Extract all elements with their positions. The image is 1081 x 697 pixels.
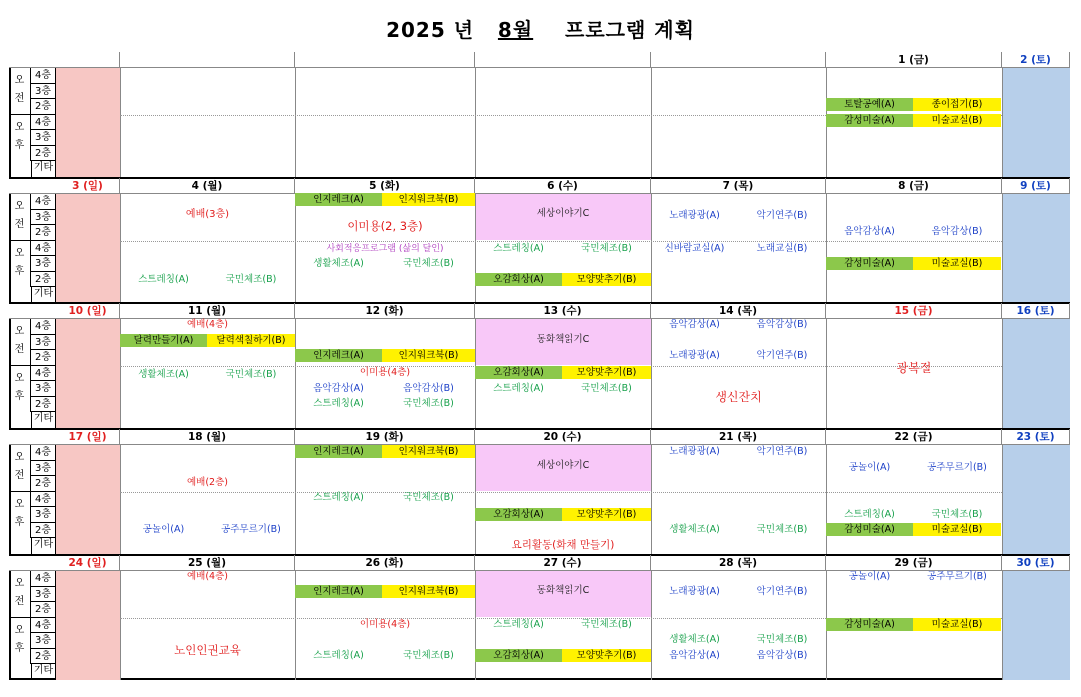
day-header: 6 (수)	[475, 178, 651, 194]
floor-label: 4층	[31, 68, 56, 84]
activity-item: 음악감상(A)	[669, 650, 720, 661]
activity-item: 국민체조(B)	[581, 383, 632, 394]
program-tag: 모양맞추기(B)	[562, 273, 651, 286]
event-text: 세상이야기C	[536, 460, 590, 471]
program-tag: 인지레크(A)	[295, 193, 382, 206]
activity-item: 국민체조(B)	[756, 634, 808, 645]
am-label: 오 전	[9, 571, 31, 618]
activity-item: 국민체조(B)	[403, 650, 454, 661]
event-text: 사회적응프로그램 (삶의 달인)	[326, 244, 444, 254]
day-header: 9 (토)	[1002, 178, 1070, 194]
day-header: 1 (금)	[826, 52, 1002, 68]
column-line	[120, 68, 121, 178]
activity-item: 노래광광(A)	[669, 446, 720, 457]
day-header: 14 (목)	[651, 303, 826, 319]
day-header: 21 (목)	[651, 429, 826, 445]
floor-label: 2층	[31, 397, 56, 413]
floor-label: 2층	[31, 350, 56, 366]
activity-item: 국민체조(B)	[931, 509, 983, 520]
program-tag: 감성미술(A)	[826, 257, 913, 270]
column-line	[120, 445, 121, 555]
activity-item: 공주무르기(B)	[927, 462, 987, 473]
pm-label: 오 후	[9, 115, 31, 162]
program-tag: 감성미술(A)	[826, 114, 913, 127]
program-tag: 모양맞추기(B)	[562, 366, 651, 379]
activity-item: 생활체조(A)	[669, 634, 720, 645]
title-rest: 프로그램 계획	[565, 18, 695, 42]
program-tag: 모양맞추기(B)	[562, 508, 651, 521]
day-header: 2 (토)	[1002, 52, 1070, 68]
floor-label: 3층	[31, 210, 56, 226]
event-text: 동화책읽기C	[536, 585, 590, 596]
day-header: 7 (목)	[651, 178, 826, 194]
pm-label: 오 후	[9, 492, 31, 539]
activity-item: 음악감상(B)	[931, 226, 983, 237]
program-tag: 달력색칠하기(B)	[207, 334, 295, 347]
day-header: 24 (일)	[56, 555, 120, 571]
program-tag: 미술교실(B)	[913, 618, 1001, 631]
program-tag: 감성미술(A)	[826, 618, 913, 631]
day-header: 4 (월)	[120, 178, 295, 194]
floor-label: 3층	[31, 587, 56, 603]
day-header: 8 (금)	[826, 178, 1002, 194]
activity-item: 스트레칭(A)	[313, 650, 364, 661]
activity-item: 국민체조(B)	[403, 492, 454, 503]
day-header: 26 (화)	[295, 555, 475, 571]
etc-label: 기타	[31, 287, 56, 303]
activity-item: 공놀이(A)	[848, 462, 891, 473]
activity-item: 국민체조(B)	[403, 398, 454, 409]
day-header: 28 (월)	[120, 52, 295, 68]
activity-item: 악기연주(B)	[756, 210, 808, 221]
event-text: 광복절	[896, 361, 932, 375]
activity-item: 악기연주(B)	[756, 350, 808, 361]
pm-label: 오 후	[9, 618, 31, 665]
am-label: 오 전	[9, 68, 31, 115]
day-header: 30 (수)	[475, 52, 651, 68]
day-header: 28 (목)	[651, 555, 826, 571]
event-text: 예배(4층)	[187, 319, 228, 330]
event-text: 예배(3층)	[185, 209, 230, 220]
activity-item: 노래광광(A)	[669, 586, 720, 597]
column-line	[120, 571, 121, 680]
am-label: 오 전	[9, 194, 31, 241]
floor-label: 2층	[31, 649, 56, 665]
day-header: 20 (수)	[475, 429, 651, 445]
etc-label: 기타	[31, 161, 56, 178]
day-header: 12 (화)	[295, 303, 475, 319]
pm-label: 오 후	[9, 241, 31, 288]
floor-label: 2층	[31, 602, 56, 618]
etc-label: 기타	[31, 664, 56, 680]
floor-label: 4층	[31, 319, 56, 335]
activity-item: 스트레칭(A)	[313, 492, 364, 503]
activity-item: 악기연주(B)	[756, 586, 808, 597]
activity-item: 노래광광(A)	[669, 210, 720, 221]
activity-item: 스트레칭(A)	[138, 274, 189, 285]
am-label: 오 전	[9, 445, 31, 492]
program-tag: 인지레크(A)	[295, 349, 382, 362]
activity-item: 음악감상(B)	[756, 650, 808, 661]
page-title	[0, 14, 1081, 43]
program-tag: 인지워크북(B)	[382, 193, 475, 206]
day-header: 29 (금)	[826, 555, 1002, 571]
program-tag: 종이접기(B)	[913, 98, 1001, 111]
program-tag: 인지워크북(B)	[382, 349, 475, 362]
event-text: 생신잔치	[715, 390, 762, 404]
floor-label: 3층	[31, 130, 56, 146]
program-tag: 토탈공예(A)	[826, 98, 913, 111]
day-header: 22 (금)	[826, 429, 1002, 445]
day-header: 18 (월)	[120, 429, 295, 445]
floor-label: 2층	[31, 476, 56, 492]
column-line	[651, 68, 652, 178]
event-text: 동화책읽기C	[536, 334, 590, 345]
program-tag: 미술교실(B)	[913, 523, 1001, 536]
activity-item: 악기연주(B)	[756, 446, 808, 457]
am-label: 오 전	[9, 319, 31, 366]
program-tag: 오감회상(A)	[475, 366, 562, 379]
saturday-cell	[1002, 571, 1070, 680]
program-tag: 오감회상(A)	[475, 273, 562, 286]
column-line	[1002, 68, 1003, 178]
activity-item: 국민체조(B)	[225, 274, 277, 285]
day-header: 17 (일)	[56, 429, 120, 445]
program-tag: 오감회상(A)	[475, 508, 562, 521]
day-header: 10 (일)	[56, 303, 120, 319]
floor-label: 4층	[31, 618, 56, 634]
floor-label: 3층	[31, 256, 56, 272]
pm-label: 오 후	[9, 366, 31, 413]
floor-label: 4층	[31, 571, 56, 587]
activity-item: 생활체조(A)	[138, 369, 189, 380]
day-header: 15 (금)	[826, 303, 1002, 319]
program-tag: 미술교실(B)	[913, 257, 1001, 270]
event-text: 이미용(2, 3층)	[347, 219, 423, 233]
activity-item: 공주무르기(B)	[927, 571, 987, 582]
activity-item: 스트레칭(A)	[493, 243, 544, 254]
floor-label: 3층	[31, 633, 56, 649]
day-header: 31 (목)	[651, 52, 826, 68]
floor-label: 4층	[31, 115, 56, 131]
sunday-cell	[56, 68, 120, 178]
event-text: 노인인권교육	[174, 643, 241, 657]
floor-label: 4층	[31, 366, 56, 382]
floor-label: 3층	[31, 461, 56, 477]
etc-label: 기타	[31, 538, 56, 555]
event-text: 요리활동(화채 만들기)	[511, 539, 615, 551]
day-header: 27 (수)	[475, 555, 651, 571]
day-header: 5 (화)	[295, 178, 475, 194]
column-line	[651, 319, 652, 429]
program-tag: 미술교실(B)	[913, 114, 1001, 127]
column-line	[475, 68, 476, 178]
program-tag: 달력만들기(A)	[120, 334, 207, 347]
activity-item: 국민체조(B)	[403, 258, 454, 269]
day-header: 11 (월)	[120, 303, 295, 319]
am-pm-divider	[120, 492, 1002, 493]
floor-label: 3층	[31, 507, 56, 523]
saturday-cell	[1002, 319, 1070, 429]
activity-item: 음악감상(A)	[313, 383, 364, 394]
program-tag: 인지워크북(B)	[382, 585, 475, 598]
floor-label: 2층	[31, 225, 56, 241]
floor-label: 2층	[31, 272, 56, 288]
column-line	[826, 194, 827, 303]
sunday-cell	[56, 445, 120, 555]
column-line	[1002, 445, 1003, 555]
activity-item: 스트레칭(A)	[844, 509, 895, 520]
floor-label: 2층	[31, 523, 56, 539]
event-text: 예배(4층)	[187, 571, 228, 582]
day-header: 30 (토)	[1002, 555, 1070, 571]
floor-label: 3층	[31, 84, 56, 100]
day-header: 13 (수)	[475, 303, 651, 319]
column-line	[651, 445, 652, 555]
program-tag: 모양맞추기(B)	[562, 649, 651, 662]
saturday-cell	[1002, 68, 1070, 178]
activity-item: 음악감상(B)	[756, 319, 808, 330]
floor-label: 3층	[31, 335, 56, 351]
floor-label: 2층	[31, 146, 56, 162]
program-tag: 인지레크(A)	[295, 445, 382, 458]
day-header: 25 (월)	[120, 555, 295, 571]
activity-item: 국민체조(B)	[581, 619, 632, 630]
activity-item: 공주무르기(B)	[221, 524, 281, 535]
column-line	[295, 68, 296, 178]
event-text: 이미용(4층)	[359, 367, 411, 378]
activity-item: 신바람교실(A)	[664, 243, 725, 254]
activity-item: 국민체조(B)	[581, 243, 632, 254]
program-tag: 오감회상(A)	[475, 649, 562, 662]
sunday-cell	[56, 194, 120, 303]
etc-label: 기타	[31, 412, 56, 429]
column-line	[1002, 194, 1003, 303]
sunday-cell	[56, 571, 120, 680]
title-month: 8월	[497, 18, 534, 42]
program-tag: 인지워크북(B)	[382, 445, 475, 458]
floor-label: 2층	[31, 99, 56, 115]
title-year: 2025 년	[386, 18, 475, 42]
calendar-grid	[9, 52, 1070, 680]
activity-item: 스트레칭(A)	[313, 398, 364, 409]
saturday-cell	[1002, 194, 1070, 303]
event-text: 예배(2층)	[187, 477, 228, 488]
activity-item: 스트레칭(A)	[493, 383, 544, 394]
saturday-cell	[1002, 445, 1070, 555]
day-header: 23 (토)	[1002, 429, 1070, 445]
floor-label: 3층	[31, 381, 56, 397]
activity-item: 국민체조(B)	[756, 524, 808, 535]
day-header: 29 (화)	[295, 52, 475, 68]
program-tag: 인지레크(A)	[295, 585, 382, 598]
day-header: 16 (토)	[1002, 303, 1070, 319]
activity-item: 공놀이(A)	[848, 571, 891, 582]
floor-label: 4층	[31, 241, 56, 257]
program-tag: 감성미술(A)	[826, 523, 913, 536]
sunday-cell	[56, 319, 120, 429]
floor-label: 4층	[31, 194, 56, 210]
event-text: 이미용(4층)	[359, 619, 411, 630]
activity-item: 노래광광(A)	[669, 350, 720, 361]
activity-item: 생활체조(A)	[669, 524, 720, 535]
activity-item: 음악감상(B)	[403, 383, 454, 394]
day-header: 27 (일)	[56, 52, 120, 68]
activity-item: 공놀이(A)	[142, 524, 185, 535]
activity-item: 국민체조(B)	[225, 369, 277, 380]
floor-label: 4층	[31, 492, 56, 508]
activity-item: 노래교실(B)	[756, 243, 808, 254]
activity-item: 음악감상(A)	[844, 226, 895, 237]
column-line	[1002, 571, 1003, 680]
day-header: 3 (일)	[56, 178, 120, 194]
floor-label: 4층	[31, 445, 56, 461]
event-text: 세상이야기C	[536, 208, 590, 219]
activity-item: 스트레칭(A)	[493, 619, 544, 630]
activity-item: 음악감상(A)	[669, 319, 720, 330]
activity-item: 생활체조(A)	[313, 258, 364, 269]
day-header: 19 (화)	[295, 429, 475, 445]
column-line	[1002, 319, 1003, 429]
